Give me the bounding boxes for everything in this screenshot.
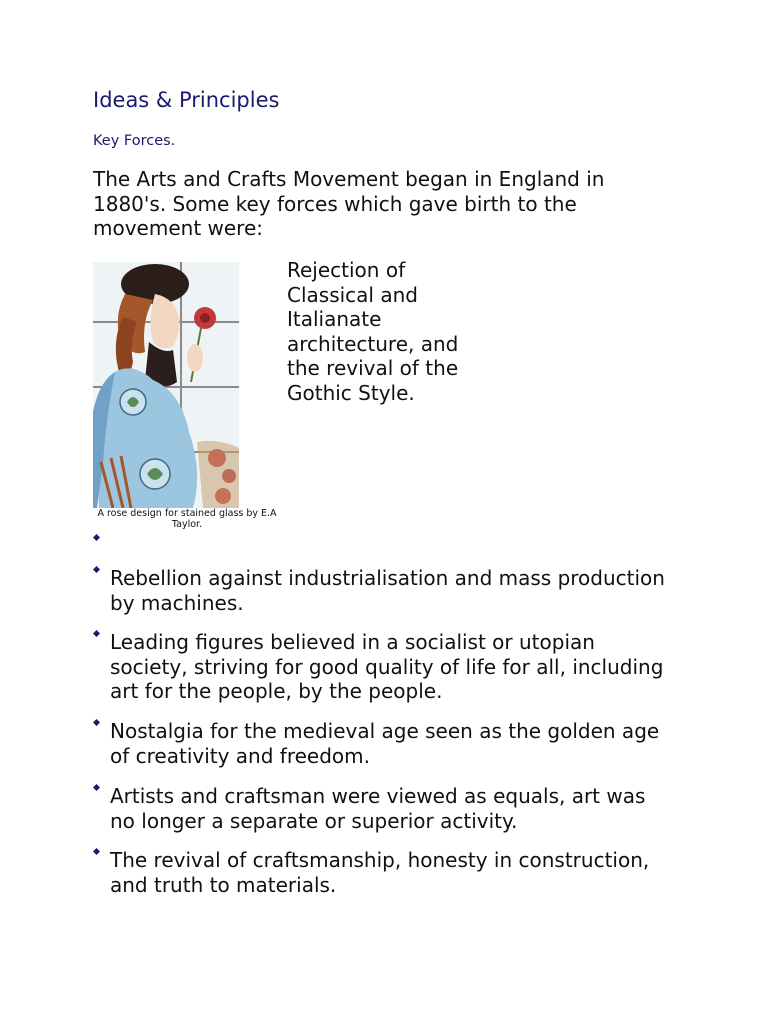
bullet-text: The revival of craftsmanship, honesty in construction, and truth to materials. — [110, 848, 650, 897]
bullet-text: Artists and craftsman were viewed as equals, art was no longer a separate or superior activity. — [110, 784, 646, 833]
diamond-bullet-icon — [93, 534, 100, 541]
bullet-text: Nostalgia for the medieval age seen as the golden age of creativity and freedom. — [110, 719, 660, 768]
stained-glass-image — [93, 262, 239, 508]
figure-caption: A rose design for stained glass by E.A Taylor. — [97, 508, 277, 530]
first-key-force: Rejection of Classical and Italianate architecture, and the revival of the Gothic Style. — [287, 258, 459, 405]
diamond-bullet-icon — [93, 566, 100, 573]
bullet-text: Rebellion against industrialisation and mass production by machines. — [110, 566, 665, 615]
diamond-bullet-icon — [93, 719, 100, 726]
bullet-text: Leading figures believed in a socialist or utopian society, striving for good quality of life for all, including art for the people, by the people. — [110, 630, 664, 703]
diamond-bullet-icon — [93, 630, 100, 637]
diamond-bullet-icon — [93, 784, 100, 791]
page-title: Ideas & Principles — [93, 88, 280, 112]
diamond-bullet-icon — [93, 848, 100, 855]
intro-paragraph: The Arts and Crafts Movement began in England in 1880's. Some key forces which gave birth to the movement were: — [93, 167, 605, 240]
section-subtitle: Key Forces. — [93, 133, 176, 149]
stained-glass-illustration — [93, 262, 239, 508]
